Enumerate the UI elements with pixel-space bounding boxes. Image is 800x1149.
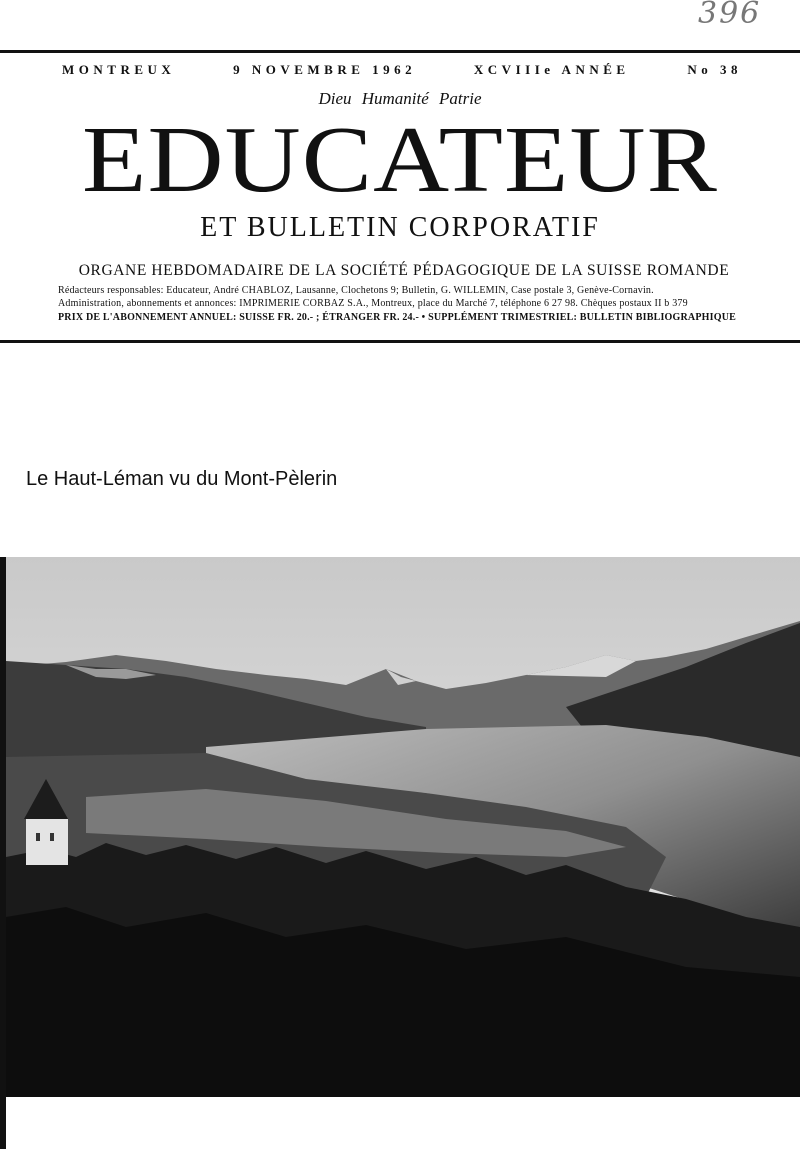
dateline-year: XCVIIIe ANNÉE [473, 62, 630, 77]
organ-line: ORGANE HEBDOMADAIRE DE LA SOCIÉTÉ PÉDAGOGIQUE DE LA SUISSE ROMANDE [78, 262, 730, 279]
lake-landscape-photo [0, 557, 800, 1097]
dateline-place: MONTREUX [62, 62, 176, 77]
motto: Dieu Humanité Patrie [318, 89, 482, 108]
photo-caption: Le Haut-Léman vu du Mont-Pèlerin [26, 468, 338, 490]
dateline [62, 62, 742, 78]
top-rule [0, 50, 800, 53]
dateline-number: No 38 [687, 62, 742, 77]
editors-line: Rédacteurs responsables: Educateur, André CHABLOZ, Lausanne, Clochetons 9; Bulletin, G. WILLEMIN, Case postale 3, Genève-Cornavin. [58, 285, 654, 296]
bottom-rule [0, 340, 800, 343]
masthead-title: EDUCATEUR [82, 108, 718, 212]
subscription-price-line: PRIX DE L'ABONNEMENT ANNUEL: SUISSE FR. 20.- ; ÉTRANGER FR. 24.- • SUPPLÉMENT TRIMESTRIEL: BULLETIN BIBLIOGRAPHIQUE [58, 312, 736, 323]
dateline-date: 9 NOVEMBRE 1962 [233, 62, 417, 77]
handwritten-page-number: 396 [698, 0, 762, 31]
administration-line: Administration, abonnements et annonces: IMPRIMERIE CORBAZ S.A., Montreux, place du Marché 7, téléphone 6 27 98. Chèques postaux II b 379 [58, 298, 688, 309]
left-margin-bar [0, 1097, 6, 1149]
masthead-subtitle: ET BULLETIN CORPORATIF [200, 212, 600, 243]
